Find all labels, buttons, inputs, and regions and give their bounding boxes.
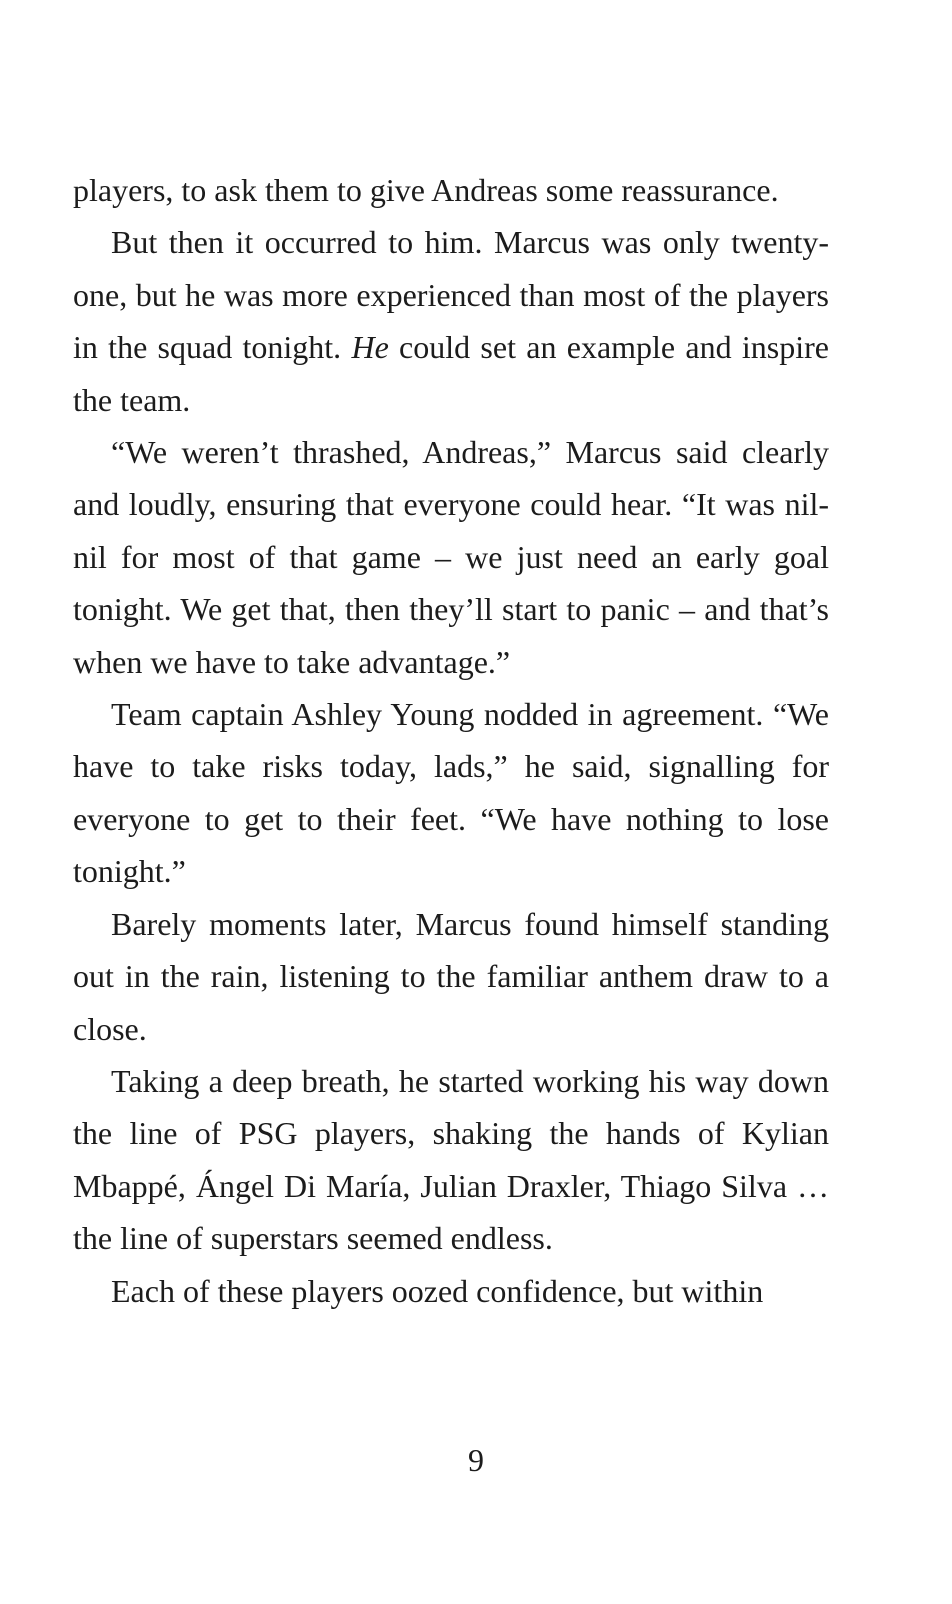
text-segment: could set an example and inspire the team. bbox=[73, 329, 830, 418]
paragraph bbox=[73, 426, 829, 688]
text-segment: But then it occurred to him. Marcus was only twenty-one, but he was more experienced than most of the players in the squad tonight. bbox=[73, 224, 829, 366]
paragraph bbox=[73, 1265, 829, 1317]
paragraph bbox=[73, 164, 829, 216]
page-number: 9 bbox=[468, 1442, 484, 1478]
text-segment: Each of these players oozed confidence, but within bbox=[111, 1272, 764, 1309]
text-segment: “We weren’t thrashed, Andreas,” Marcus said clearly and loudly, ensuring that everyone could hear. “It was nil-nil for most of that game – we just need an early goal tonight. We get that, then they’ll start to panic – and that’s when we have to take advantage.” bbox=[73, 434, 829, 680]
text-segment: Taking a deep breath, he started working his way down the line of PSG players, shaking the hands of Kylian Mbappé, Ángel Di María, Julian Draxler, Thiago Silva … the line of superstars seemed endless. bbox=[73, 1062, 829, 1257]
paragraph bbox=[73, 898, 829, 1055]
paragraph bbox=[73, 216, 829, 426]
italic-text: He bbox=[351, 329, 389, 366]
text-segment: Barely moments later, Marcus found himself standing out in the rain, listening to the familiar anthem draw to a close. bbox=[73, 905, 829, 1047]
body-text bbox=[73, 164, 829, 1317]
text-segment: Team captain Ashley Young nodded in agreement. “We have to take risks today, lads,” he said, signalling for everyone to get to their feet. “We have nothing to lose tonight.” bbox=[73, 696, 829, 890]
paragraph bbox=[73, 688, 829, 898]
text-segment: players, to ask them to give Andreas some reassurance. bbox=[73, 172, 779, 208]
paragraph bbox=[73, 1055, 829, 1265]
